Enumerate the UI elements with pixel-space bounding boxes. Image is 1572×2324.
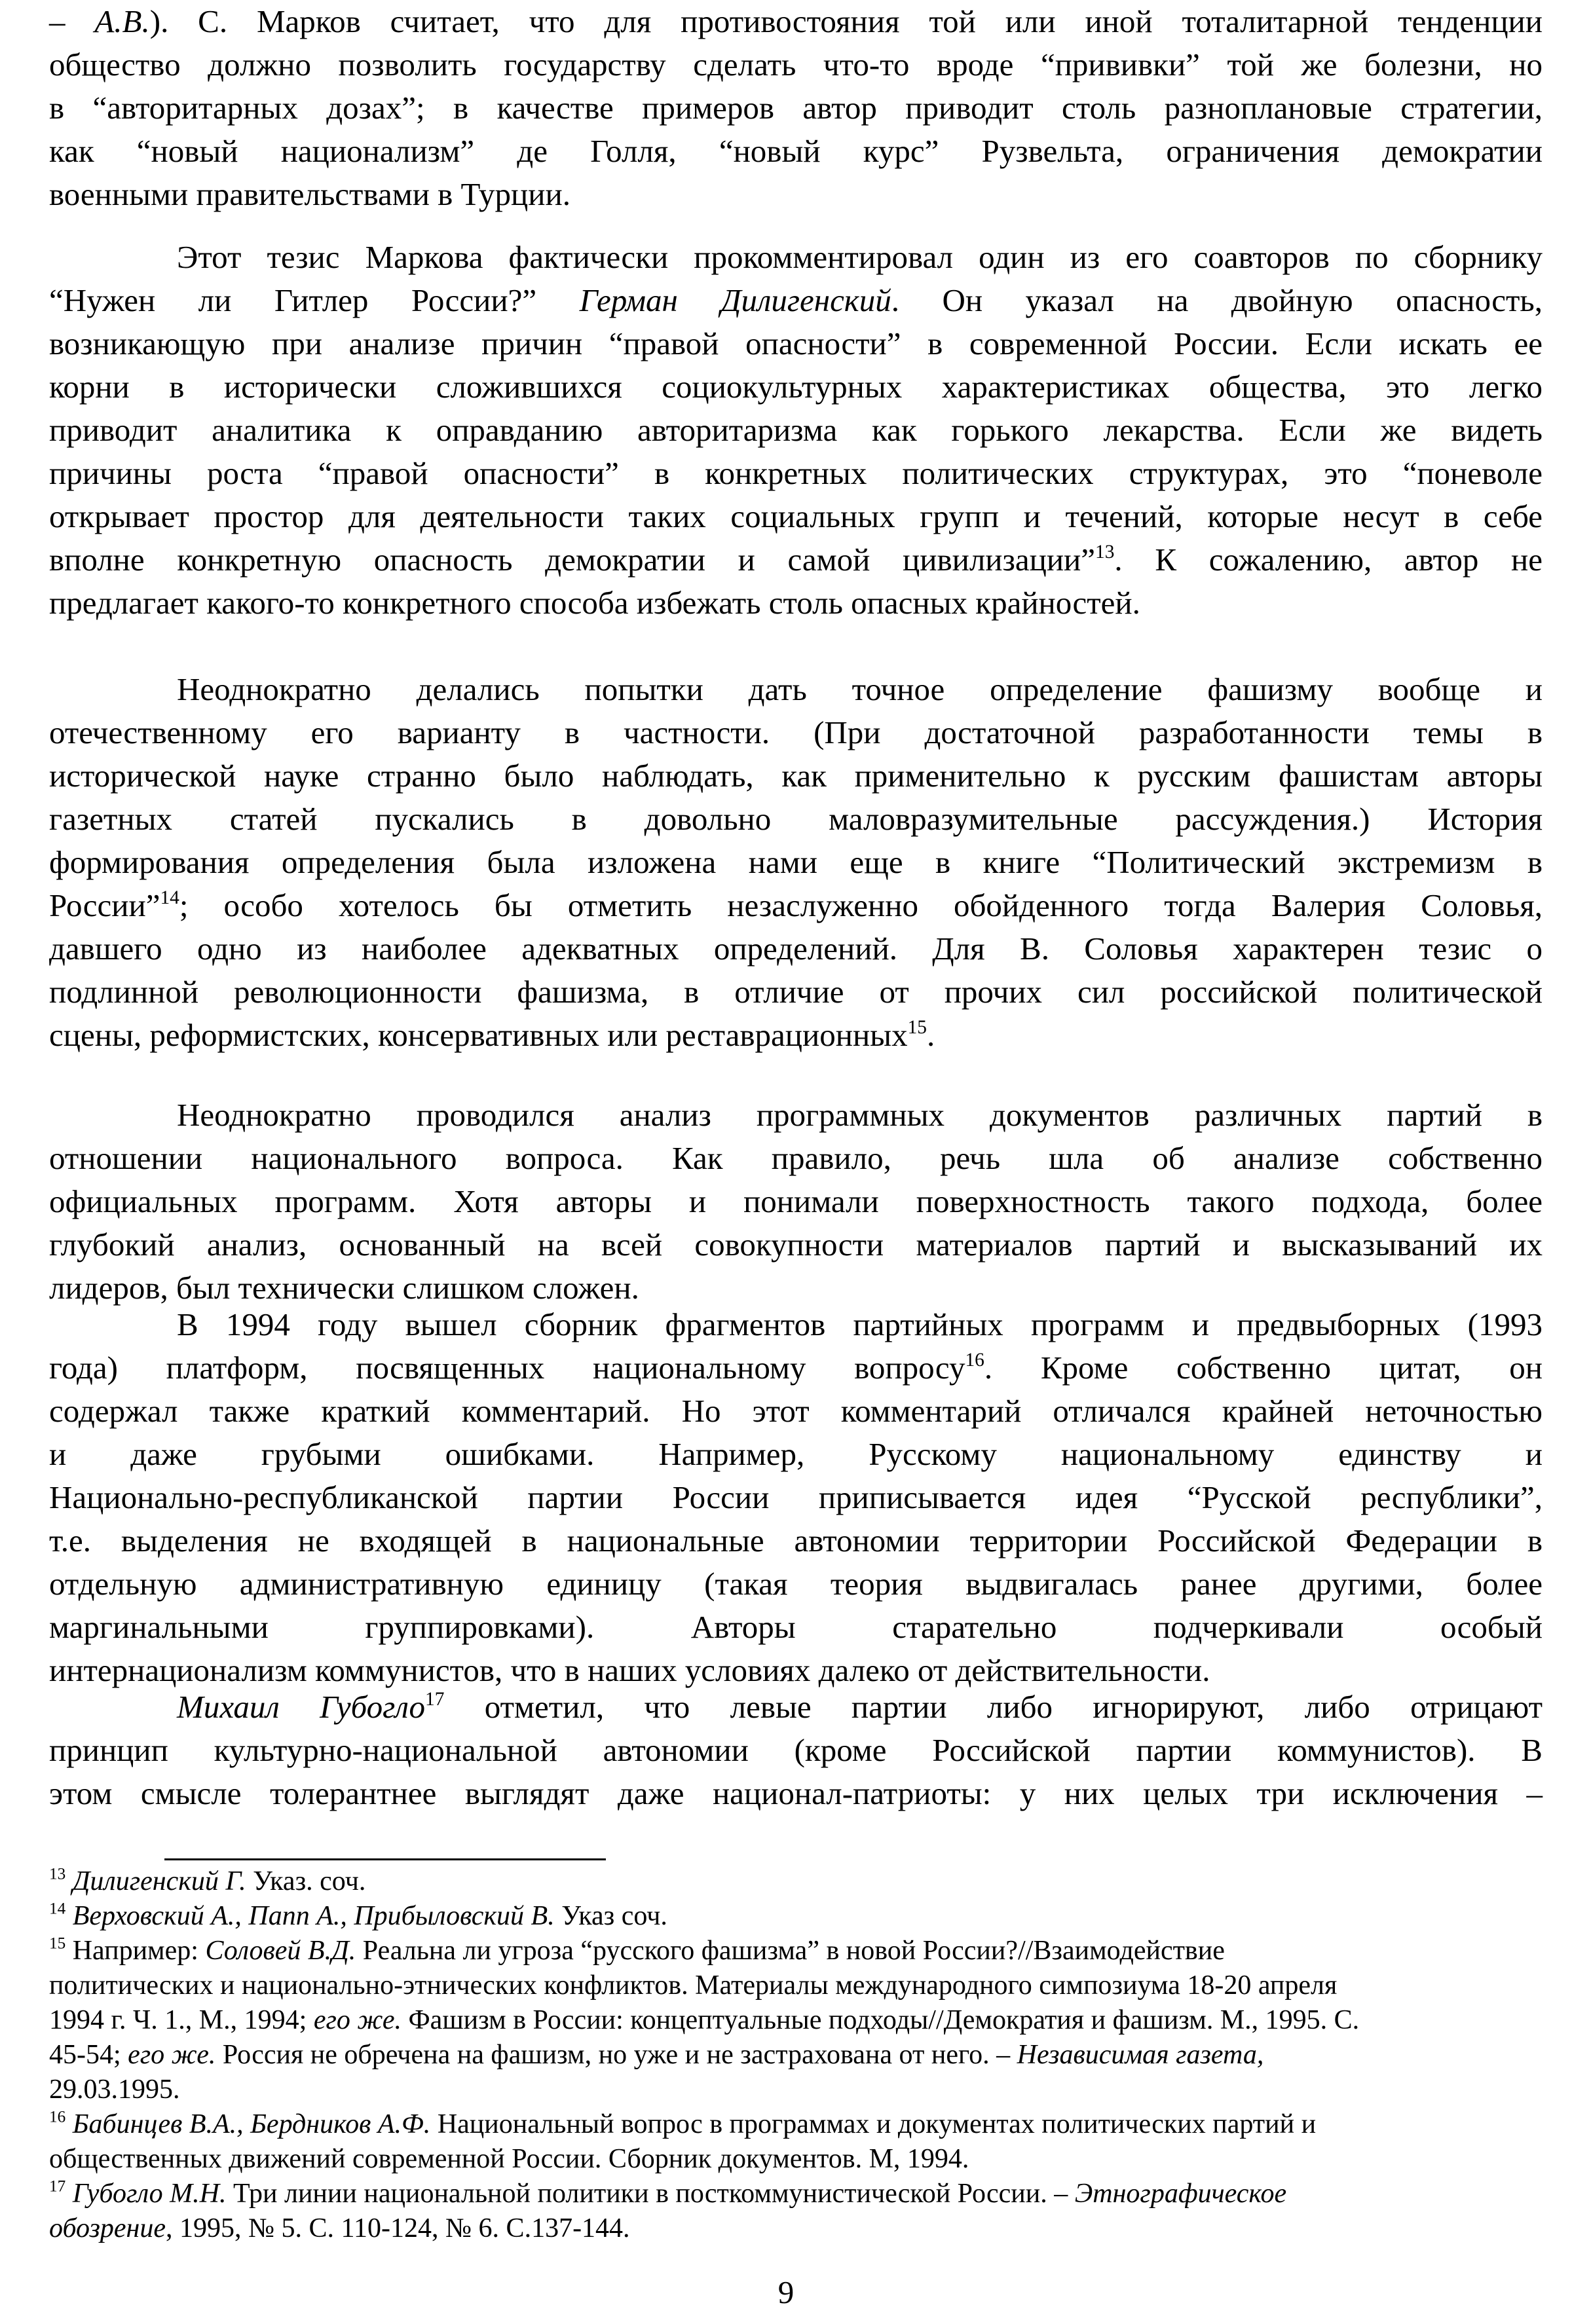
footnote-line (49, 2073, 1549, 2107)
text-run: подлинной революционности фашизма, в отличие от прочих сил российской политической (49, 974, 1543, 1010)
text-run: т.е. выделения не входящей в национальные автономии территории Российской Федерации в (49, 1522, 1543, 1559)
text-line (49, 1346, 1543, 1390)
text-run: . К сожалению, автор не (1114, 542, 1543, 578)
footnote-line (49, 1864, 1549, 1899)
text-line (49, 581, 1543, 625)
italic-text: Дилигенский Г. (72, 1866, 246, 1896)
paragraph (49, 1303, 1543, 1692)
text-run (66, 2109, 73, 2139)
text-line (49, 43, 1543, 86)
text-run: Например: (66, 1936, 206, 1966)
text-run (66, 1901, 73, 1931)
text-run: сцены, реформистских, консервативных или реставрационных (49, 1017, 908, 1053)
text-line (49, 1476, 1543, 1519)
footnote-line (49, 2107, 1549, 2142)
paragraph (49, 236, 1543, 625)
text-line (49, 409, 1543, 452)
italic-text: Независимая газета, (1017, 2040, 1264, 2070)
text-run: Указ соч. (554, 1901, 667, 1931)
text-line (49, 884, 1543, 927)
text-run: лидеров, был технически слишком сложен. (49, 1270, 639, 1306)
text-run: ). С. Марков считает, что для противостояния той или иной тоталитарной тенденции (149, 3, 1543, 39)
italic-text: его же. (128, 2040, 216, 2070)
text-run: Неоднократно делались попытки дать точное определение фашизму вообще и (177, 671, 1543, 707)
paragraph (49, 1686, 1543, 1815)
text-run: , 1995, № 5. С. 110-124, № 6. С.137-144. (165, 2213, 630, 2243)
text-run: 29.03.1995. (49, 2075, 180, 2105)
text-run: Неоднократно проводился анализ программных документов различных партий в (177, 1097, 1543, 1133)
text-line (49, 1606, 1543, 1649)
text-run: военными правительствами в Турции. (49, 176, 571, 212)
text-run: ; особо хотелось бы отметить незаслуженно обойденного тогда Валерия Соловья, (179, 887, 1543, 923)
footnote-line (49, 1934, 1549, 1968)
text-run: открывает простор для деятельности таких социальных групп и течений, которые несут в себе (49, 498, 1543, 534)
text-run: . Кроме собственно цитат, он (984, 1350, 1543, 1386)
text-line (49, 365, 1543, 409)
text-line (49, 236, 1543, 279)
text-run: Реальна ли угроза “русского фашизма” в новой России?//Взаимодействие (356, 1936, 1225, 1966)
text-line (49, 711, 1543, 754)
italic-text: А.В. (94, 3, 150, 39)
footnote-line (49, 1968, 1549, 2003)
text-run: отметил, что левые партии либо игнорируют, либо отрицают (444, 1689, 1543, 1725)
text-run: как “новый национализм” де Голля, “новый курс” Рузвельта, ограничения демократии (49, 133, 1543, 169)
text-line (49, 841, 1543, 884)
footnote-line (49, 2142, 1549, 2177)
text-run: Россия не обречена на фашизм, но уже и не застрахована от него. – (215, 2040, 1017, 2070)
footnote-separator (164, 1858, 606, 1860)
text-run: 1994 г. Ч. 1., М., 1994; (49, 2005, 314, 2035)
text-line (49, 495, 1543, 538)
text-line (49, 1094, 1543, 1137)
text-run: маргинальными группировками). Авторы старательно подчеркивали особый (49, 1609, 1543, 1645)
text-line (49, 538, 1543, 581)
text-run: исторической науке странно было наблюдать, как применительно к русским фашистам авторы (49, 758, 1543, 794)
text-run: давшего одно из наиболее адекватных определений. Для В. Соловья характерен тезис о (49, 931, 1543, 967)
paragraph (49, 668, 1543, 1057)
text-line (49, 1014, 1543, 1057)
text-run: общественных движений современной России. Сборник документов. М, 1994. (49, 2144, 969, 2174)
footnote (49, 1864, 1549, 1899)
text-line (49, 130, 1543, 173)
footnote-ref[interactable]: 15 (49, 1934, 66, 1953)
text-run: отдельную административную единицу (такая теория выдвигалась ранее другими, более (49, 1566, 1543, 1602)
text-run: Указ. соч. (246, 1866, 366, 1896)
page-number: 9 (777, 2274, 795, 2310)
text-line (49, 1223, 1543, 1266)
footnote-line (49, 2038, 1549, 2073)
text-line (49, 0, 1543, 43)
text-line (49, 668, 1543, 711)
text-run: интернационализм коммунистов, что в наших условиях далеко от действительности. (49, 1652, 1210, 1688)
text-run: В 1994 году вышел сборник фрагментов партийных программ и предвыборных (1993 (177, 1306, 1543, 1342)
footnote-line (49, 2211, 1549, 2246)
paragraph (49, 0, 1543, 216)
text-run: “Нужен ли Гитлер России?” (49, 282, 580, 318)
footnotes (49, 1864, 1549, 2246)
text-line (49, 1180, 1543, 1223)
text-line (49, 754, 1543, 798)
text-run: . Он указал на двойную опасность, (891, 282, 1543, 318)
text-line (49, 970, 1543, 1014)
footnote-ref[interactable]: 16 (965, 1349, 984, 1371)
text-run: формирования определения была изложена нами еще в книге “Политический экстремизм в (49, 844, 1543, 880)
text-run (66, 2179, 73, 2209)
text-run: глубокий анализ, основанный на всей совокупности материалов партий и высказываний их (49, 1227, 1543, 1263)
italic-text: Губогло М.Н. (72, 2179, 227, 2209)
italic-text: его же. (313, 2005, 402, 2035)
text-line (49, 1686, 1543, 1729)
footnote-ref[interactable]: 14 (49, 1900, 66, 1918)
text-run: и даже грубыми ошибками. Например, Русскому национальному единству и (49, 1436, 1543, 1472)
italic-text: Герман Дилигенский (579, 282, 891, 318)
text-run: причины роста “правой опасности” в конкретных политических структурах, это “поневоле (49, 455, 1543, 491)
text-line (49, 927, 1543, 970)
footnote-ref[interactable]: 16 (49, 2108, 66, 2126)
text-run: предлагает какого-то конкретного способа избежать столь опасных крайностей. (49, 585, 1140, 621)
paragraph (49, 1094, 1543, 1310)
text-run: Фашизм в России: концептуальные подходы//Демократия и фашизм. М., 1995. С. (402, 2005, 1360, 2035)
text-run: отечественному его варианту в частности. (При достаточной разработанности темы в (49, 714, 1543, 750)
footnote (49, 1899, 1549, 1934)
text-run: Этот тезис Маркова фактически прокомментировал один из его соавторов по сборнику (177, 239, 1543, 275)
text-line (49, 1303, 1543, 1346)
italic-text: Михаил Губогло (177, 1689, 426, 1725)
footnote-line (49, 1899, 1549, 1934)
italic-text: обозрение (49, 2213, 166, 2243)
text-run: официальных программ. Хотя авторы и понимали поверхностность такого подхода, более (49, 1183, 1543, 1219)
text-run: Национальный вопрос в программах и документах политических партий и (430, 2109, 1317, 2139)
text-line (49, 1137, 1543, 1180)
text-line (49, 1519, 1543, 1562)
text-run (66, 1866, 73, 1896)
text-run: принцип культурно-национальной автономии (кроме Российской партии коммунистов). В (49, 1732, 1543, 1768)
italic-text: Бабинцев В.А., Бердников А.Ф. (72, 2109, 431, 2139)
text-run: в “авторитарных дозах”; в качестве примеров автор приводит столь разноплановые стратегии, (49, 90, 1543, 126)
text-run: отношении национального вопроса. Как правило, речь шла об анализе собственно (49, 1140, 1543, 1176)
text-run: России” (49, 887, 160, 923)
footnote-ref[interactable]: 14 (160, 887, 179, 908)
text-run: возникающую при анализе причин “правой опасности” в современной России. Если искать ее (49, 325, 1543, 361)
footnote-ref[interactable]: 17 (49, 2177, 66, 2196)
text-run: . (926, 1017, 935, 1053)
text-run: вполне конкретную опасность демократии и самой цивилизации” (49, 542, 1096, 578)
footnote (49, 2177, 1549, 2246)
text-run: – (49, 3, 95, 39)
text-line (49, 173, 1543, 216)
text-run: корни в исторически сложившихся социокультурных характеристиках общества, это легко (49, 369, 1543, 405)
text-line (49, 1562, 1543, 1606)
footnote-ref[interactable]: 13 (1095, 541, 1115, 563)
text-line (49, 798, 1543, 841)
footnote-ref[interactable]: 17 (425, 1688, 445, 1710)
footnote (49, 1934, 1549, 2107)
italic-text: Соловей В.Д. (205, 1936, 356, 1966)
footnote-ref[interactable]: 15 (907, 1016, 927, 1038)
text-line (49, 86, 1543, 130)
text-run: года) платформ, посвященных национальному вопросу (49, 1350, 965, 1386)
text-line (49, 452, 1543, 495)
text-run: содержал также краткий комментарий. Но этот комментарий отличался крайней неточностью (49, 1393, 1543, 1429)
text-line (49, 1433, 1543, 1476)
italic-text: Этнографическое (1074, 2179, 1287, 2209)
text-line (49, 1729, 1543, 1772)
text-line (49, 322, 1543, 365)
footnote-ref[interactable]: 13 (49, 1865, 66, 1883)
footnote-line (49, 2177, 1549, 2211)
text-run: политических и национально-этнических конфликтов. Материалы международного симпозиума 18-20 апреля (49, 1970, 1338, 2001)
text-run: Три линии национальной политики в посткоммунистической России. – (226, 2179, 1075, 2209)
text-run: Национально-республиканской партии России приписывается идея “Русской республики”, (49, 1479, 1543, 1515)
text-run: 45-54; (49, 2040, 128, 2070)
text-line (49, 279, 1543, 322)
italic-text: Верховский А., Папп А., Прибыловский В. (72, 1901, 555, 1931)
text-run: газетных статей пускались в довольно маловразумительные рассуждения.) История (49, 801, 1543, 837)
text-line (49, 1390, 1543, 1433)
text-line (49, 1772, 1543, 1815)
text-run: этом смысле толерантнее выглядят даже национал-патриоты: у них целых три исключения – (49, 1775, 1543, 1811)
footnote (49, 2107, 1549, 2177)
text-run: приводит аналитика к оправданию авторитаризма как горького лекарства. Если же видеть (49, 412, 1543, 448)
text-run: общество должно позволить государству сделать что-то вроде “прививки” той же болезни, но (49, 46, 1543, 83)
footnote-line (49, 2003, 1549, 2038)
